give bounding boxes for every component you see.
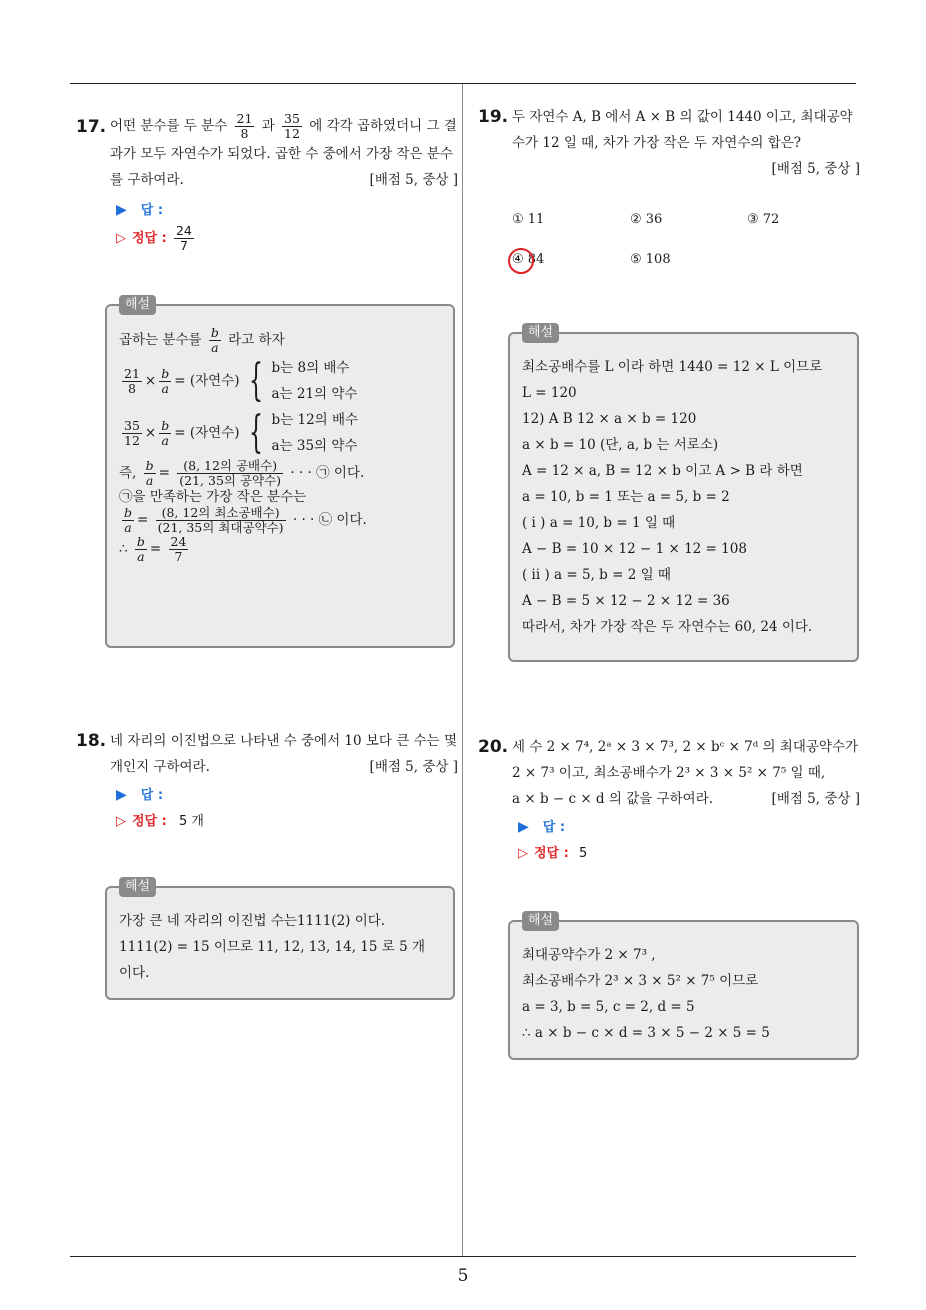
choice-list bbox=[512, 212, 852, 272]
column-divider bbox=[462, 84, 463, 1256]
question-17 bbox=[76, 112, 458, 253]
correct-answer-line: ▷ 정답 : $\frac{24}{7}$ bbox=[116, 223, 192, 253]
condition-row-1: $\frac{21}{8}$ × $\frac{b}{a}$ = (자연수) { b는 8의 배수 a는 21의 약수 bbox=[124, 355, 358, 406]
triangle-outline-icon: ▷ bbox=[116, 231, 126, 246]
bottom-rule bbox=[70, 1256, 856, 1257]
question-18: 18. 네 자리의 이진법으로 나타낸 수 중에서 10 보다 큰 수는 몇 개인지 구하여라. [배점 5, 중상 ] ▶ 답 : ▷ 정답 : 5 개 bbox=[76, 728, 458, 835]
score-meta: [배점 5, 중상 ] bbox=[771, 161, 860, 177]
question-number: 19. bbox=[478, 107, 509, 127]
solution-tag: 해설 bbox=[119, 877, 156, 897]
score-meta: [배점 5, 중상 ] bbox=[369, 172, 458, 188]
play-icon: ▶ bbox=[116, 787, 127, 803]
play-icon: ▶ bbox=[116, 202, 127, 218]
solution-box-18: 해설 가장 큰 네 자리의 이진법 수는1111(2) 이다. 1111(2) = 15 이므로 11, 12, 13, 14, 15 로 5 개 이다. bbox=[105, 886, 455, 1000]
solution-tag: 해설 bbox=[522, 911, 559, 931]
solution-box-17: 해설 곱하는 분수를 $\frac{b}{a}$ 라고 하자 $\frac{21}{8}$ × $\frac{b}{a}$ = (자연수) { b는 8의 배수 a는 21의 약수 $\frac{35}{12}$ × $\frac{b}{a}$ = (자연수) { b는 12의 배수 a는 35의 약수 즉, $\frac{b}{a}$ = $\frac{\text{(8, 12의 공배수)}}{\text{(21, 35의 공약수)}}$ · · · ㉠ 이다. ㉠을 만족하는 가장 작은 분수는 $\frac{b}{a}$ = $\frac{\text{(8, 12의 최소공배수)}}{\text{(21, 35의 최대공약수)}}$ · · · ㉡ 이다. ∴ $\frac{b}{a}$ = $\frac{24}{7}$ bbox=[105, 304, 455, 648]
choice-4[interactable]: ④ 84 bbox=[512, 252, 544, 267]
fraction-35-12: $\frac{35}{12}$ bbox=[284, 111, 300, 141]
correct-answer-fraction: $\frac{24}{7}$ bbox=[175, 223, 192, 253]
choice-1[interactable]: ① 11 bbox=[512, 212, 545, 227]
answer-line: ▶ 답 : bbox=[116, 202, 164, 218]
correct-answer-line: ▷ 정답 : 5 bbox=[518, 846, 588, 861]
solution-tag: 해설 bbox=[119, 295, 156, 315]
correct-answer-line: ▷ 정답 : 5 개 bbox=[116, 814, 204, 829]
score-meta: [배점 5, 중상 ] bbox=[369, 759, 458, 775]
score-meta: [배점 5, 중상 ] bbox=[771, 791, 860, 807]
solution-box-19: 해설 최소공배수를 L 이라 하면 1440 = 12 × L 이므로 L = 120 12) A B 12 × a × b = 120 a × b = 10 (단, a, b 는 서로소) A = 12 × a, B = 12 × b 이고 A > B 라 하면 a = 10, b = 1 또는 a = 5, b = 2 ( i ) a = 10, b = 1 일 때 A − B = 10 × 12 − 1 × 12 = 108 ( ii ) a = 5, b = 2 일 때 A − B = 5 × 12 − 2 × 12 = 36 따라서, 차가 가장 작은 두 자연수는 60, 24 이다. bbox=[508, 332, 859, 662]
selected-circle-mark bbox=[508, 248, 534, 274]
choice-2[interactable]: ② 36 bbox=[630, 212, 663, 227]
play-icon: ▶ bbox=[518, 819, 529, 835]
question-19: 19. 두 자연수 A, B 에서 A × B 의 값이 1440 이고, 최대공약수가 12 일 때, 차가 가장 작은 두 자연수의 합은? [배점 5, 중상 ] bbox=[478, 104, 860, 182]
choice-3[interactable]: ③ 72 bbox=[747, 212, 780, 227]
answer-line: ▶ 답 : bbox=[116, 787, 164, 803]
triangle-outline-icon: ▷ bbox=[116, 814, 126, 829]
answer-line: ▶ 답 : bbox=[518, 819, 566, 835]
question-number: 17. bbox=[76, 117, 107, 137]
solution-tag: 해설 bbox=[522, 323, 559, 343]
solution-box-20: 해설 최대공약수가 2 × 7³ , 최소공배수가 2³ × 3 × 5² × 7⁵ 이므로 a = 3, b = 5, c = 2, d = 5 ∴ a × b − c × d = 3 × 5 − 2 × 5 = 5 bbox=[508, 920, 859, 1060]
question-number: 20. bbox=[478, 737, 509, 757]
condition-row-2: $\frac{35}{12}$ × $\frac{b}{a}$ = (자연수) { b는 12의 배수 a는 35의 약수 bbox=[124, 407, 359, 458]
page-number: 5 bbox=[457, 1266, 469, 1286]
question-text: 어떤 분수를 두 분수 $\frac{21}{8}$ 과 $\frac{35}{12}$ 에 각각 곱하였더니 그 결과가 모두 자연수가 되었다. 곱한 수 중에서 가장 작은 분수를 구하여라. [배점 5, 중상 ] bbox=[110, 112, 458, 193]
fraction-21-8: $\frac{21}{8}$ bbox=[236, 111, 253, 141]
triangle-outline-icon: ▷ bbox=[518, 846, 528, 861]
choice-5[interactable]: ⑤ 108 bbox=[630, 252, 671, 267]
question-20: 20. 세 수 2 × 7⁴, 2ᵃ × 3 × 7³, 2 × bᶜ × 7ᵈ 의 최대공약수가 2 × 7³ 이고, 최소공배수가 2³ × 3 × 5² × 7⁵ 일 때, a × b − c × d 의 값을 구하여라. [배점 5, 중상 ] ▶ 답 : ▷ 정답 : 5 bbox=[478, 734, 860, 867]
top-rule bbox=[70, 83, 856, 84]
question-number: 18. bbox=[76, 731, 107, 751]
